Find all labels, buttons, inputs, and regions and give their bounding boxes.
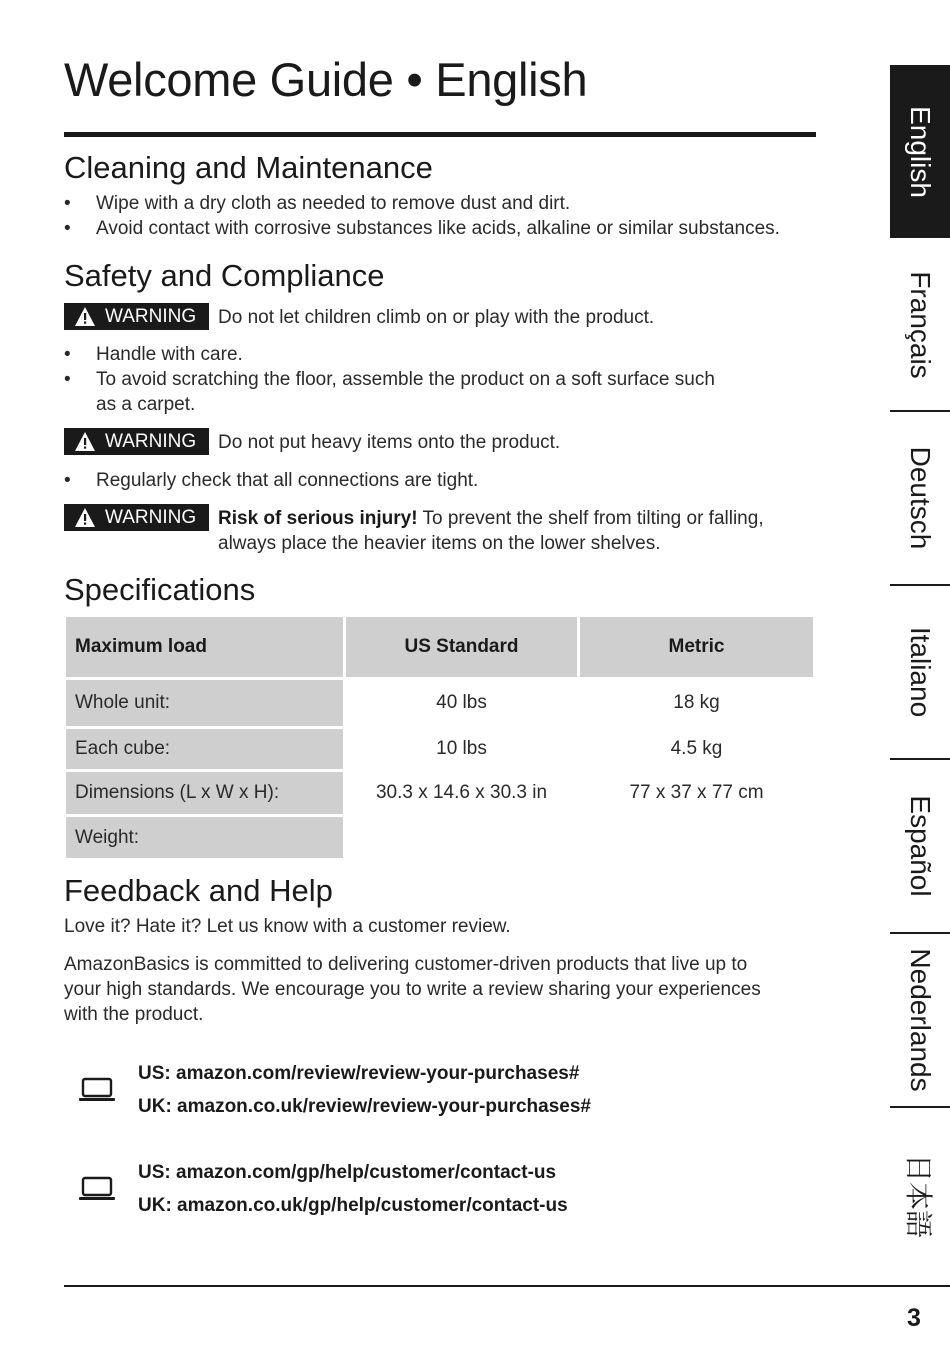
feedback-paragraph-line: AmazonBasics is committed to delivering customer-driven products that live up to bbox=[64, 954, 748, 975]
table-header-cell: Maximum load bbox=[66, 617, 343, 677]
tab-deutsch[interactable]: Deutsch bbox=[905, 446, 936, 550]
tab-nederlands[interactable]: Nederlands bbox=[905, 948, 936, 1092]
warning-icon bbox=[74, 431, 96, 452]
table-cell: 40 lbs bbox=[436, 692, 487, 713]
warning-badge: WARNING bbox=[64, 428, 209, 455]
warning-text: Risk of serious injury! To prevent the shelf from tilting or falling, bbox=[218, 508, 764, 529]
warning-icon bbox=[74, 507, 96, 528]
table-cell: 30.3 x 14.6 x 30.3 in bbox=[375, 782, 548, 803]
table-row-label: Each cube: bbox=[66, 729, 343, 769]
title-divider bbox=[64, 132, 816, 137]
warning-text: always place the heavier items on the lower shelves. bbox=[218, 533, 661, 554]
laptop-icon bbox=[78, 1175, 116, 1203]
warning-badge: WARNING bbox=[64, 303, 209, 330]
warning-icon bbox=[74, 306, 96, 327]
table-cell bbox=[580, 817, 813, 858]
warning-emphasis: Risk of serious injury! bbox=[218, 508, 418, 529]
feedback-paragraph-line: with the product. bbox=[64, 1004, 204, 1025]
tab-francais[interactable]: Français bbox=[905, 271, 936, 379]
table-cell: 18 kg bbox=[673, 692, 720, 713]
table-header-cell: US Standard bbox=[346, 617, 577, 677]
warning-text: Do not let children climb on or play with the product. bbox=[218, 307, 655, 328]
table-row-label: Weight: bbox=[66, 817, 343, 858]
safety-heading: Safety and Compliance bbox=[64, 258, 385, 293]
feedback-heading: Feedback and Help bbox=[64, 873, 333, 908]
warning-text: Do not put heavy items onto the product. bbox=[218, 432, 561, 453]
warning-badge: WARNING bbox=[64, 504, 209, 531]
table-cell: 77 x 37 x 77 cm bbox=[629, 782, 764, 803]
page-number: 3 bbox=[907, 1304, 921, 1332]
tab-espanol[interactable]: Español bbox=[905, 795, 936, 897]
footer-divider bbox=[64, 1285, 950, 1287]
tab-english[interactable]: English bbox=[890, 65, 950, 238]
laptop-icon bbox=[78, 1076, 116, 1104]
cleaning-heading: Cleaning and Maintenance bbox=[64, 150, 433, 185]
table-row-label: Dimensions (L x W x H): bbox=[66, 772, 343, 814]
table-header-cell: Metric bbox=[580, 617, 813, 677]
tab-japanese[interactable]: 日本語 bbox=[903, 1153, 934, 1239]
help-link-us[interactable]: US: amazon.com/gp/help/customer/contact-us bbox=[138, 1162, 557, 1183]
feedback-paragraph-line: your high standards. We encourage you to write a review sharing your experiences bbox=[64, 979, 761, 1000]
review-link-us[interactable]: US: amazon.com/review/review-your-purchases# bbox=[138, 1063, 580, 1084]
feedback-intro: Love it? Hate it? Let us know with a customer review. bbox=[64, 916, 511, 937]
page-title: Welcome Guide • English bbox=[64, 53, 588, 106]
tab-italiano[interactable]: Italiano bbox=[905, 626, 936, 718]
specs-heading: Specifications bbox=[64, 572, 256, 607]
table-cell bbox=[346, 817, 577, 858]
table-cell: 10 lbs bbox=[436, 738, 487, 759]
review-link-uk[interactable]: UK: amazon.co.uk/review/review-your-purchases# bbox=[138, 1096, 591, 1117]
help-link-uk[interactable]: UK: amazon.co.uk/gp/help/customer/contact-us bbox=[138, 1195, 568, 1216]
table-row-label: Whole unit: bbox=[66, 680, 343, 726]
table-cell: 4.5 kg bbox=[670, 738, 723, 759]
